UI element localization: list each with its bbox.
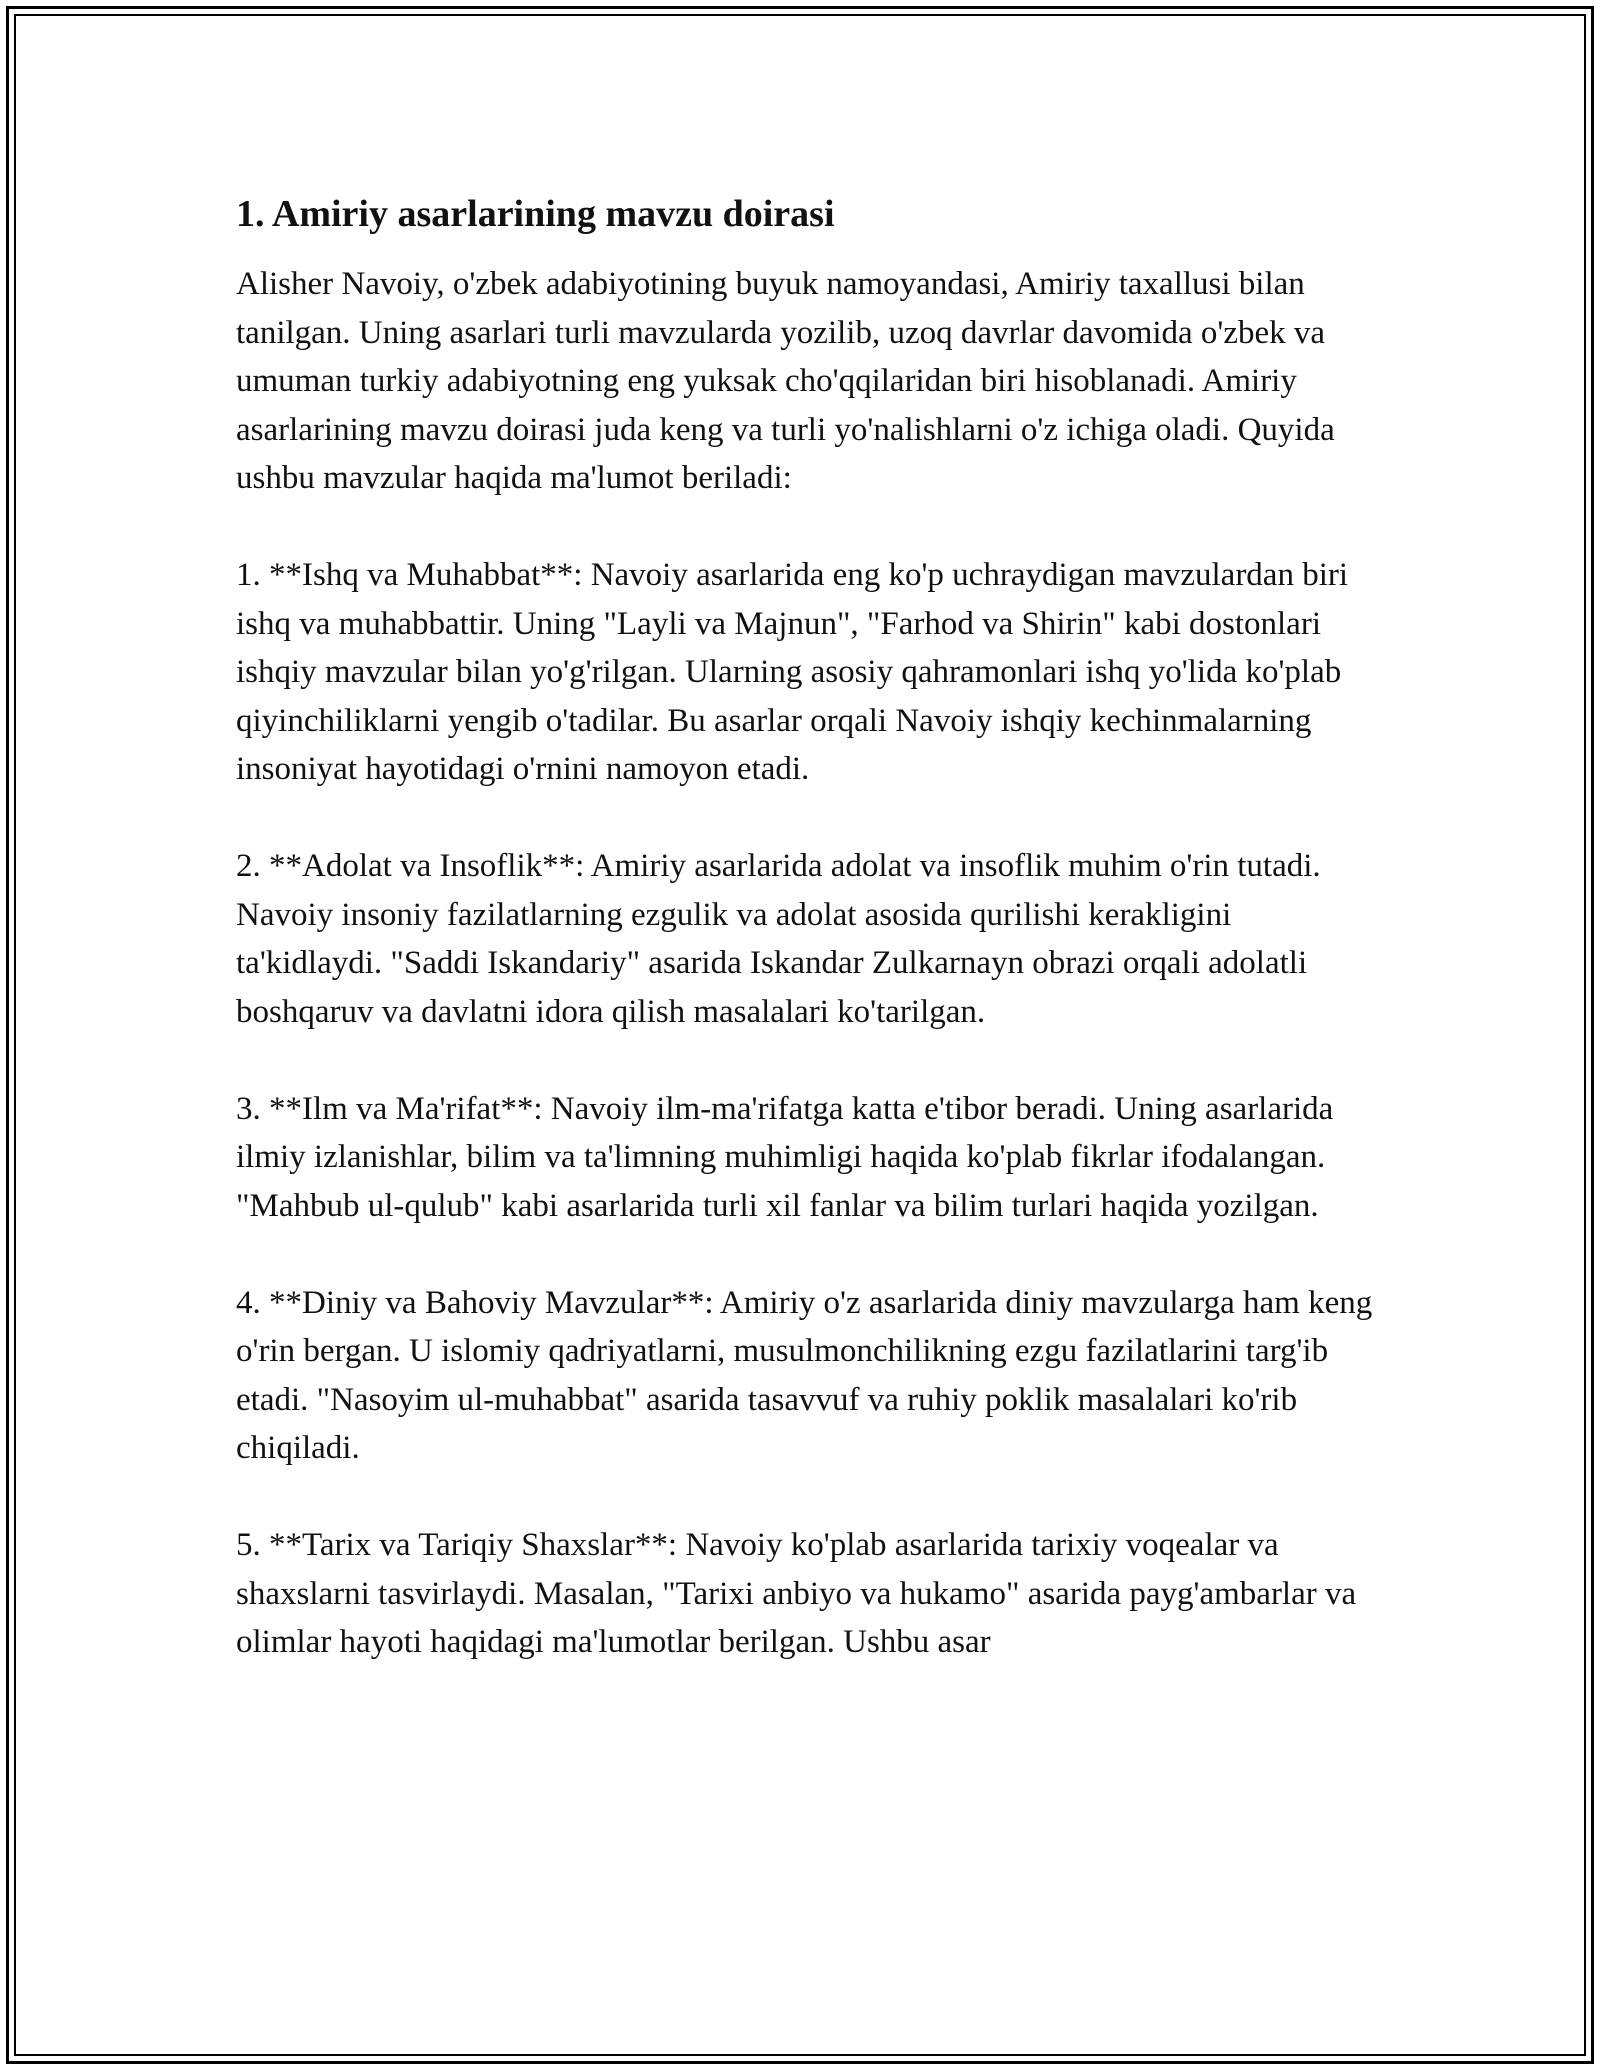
paragraph-tarix-va-shaxslar: 5. **Tarix va Tariqiy Shaxslar**: Navoiy ko'plab asarlarida tarixiy voqealar va shaxslarni tasvirlaydi. Masalan, "Tarixi anbiyo va hukamo" asarida payg'ambarlar va olimlar hayoti haqidagi ma'lumotlar berilgan. Ushbu asar xyxy=(236,1527,1357,1660)
paragraph-adolat-va-insoflik: 2. **Adolat va Insoflik**: Amiriy asarlarida adolat va insoflik muhim o'rin tutadi. Navoiy insoniy fazilatlarning ezgulik va adolat asosida qurilishi kerakligini ta'kidlaydi. "Saddi Iskandariy" asarida Iskandar Zulkarnayn obrazi orqali adolatli boshqaruv va davlatni idora qilish masalalari ko'tarilgan. xyxy=(236,848,1321,1030)
document-body xyxy=(236,190,1376,1715)
section-heading: 1. Amiriy asarlarining mavzu doirasi xyxy=(236,193,835,235)
paragraph-ishq-va-muhabbat: 1. **Ishq va Muhabbat**: Navoiy asarlarida eng ko'p uchraydigan mavzulardan biri ishq va muhabbattir. Uning "Layli va Majnun", "Farhod va Shirin" kabi dostonlari ishqiy mavzular bilan yo'g'rilgan. Ularning asosiy qahramonlari ishq yo'lida ko'plab qiyinchiliklarni yengib o'tadilar. Bu asarlar orqali Navoiy ishqiy kechinmalarning insoniyat hayotidagi o'rnini namoyon etadi. xyxy=(236,557,1349,787)
paragraph-diniy-mavzular: 4. **Diniy va Bahoviy Mavzular**: Amiriy o'z asarlarida diniy mavzularga ham keng o'rin bergan. U islomiy qadriyatlarni, musulmonchilikning ezgu fazilatlarini targ'ib etadi. "Nasoyim ul-muhabbat" asarida tasavvuf va ruhiy poklik masalalari ko'rib chiqiladi. xyxy=(236,1284,1373,1466)
paragraph-intro: Alisher Navoiy, o'zbek adabiyotining buyuk namoyandasi, Amiriy taxallusi bilan tanilgan. Uning asarlari turli mavzularda yozilib, uzoq davrlar davomida o'zbek va umuman turkiy adabiyotning eng yuksak cho'qqilaridan biri hisoblanadi. Amiriy asarlarining mavzu doirasi juda keng va turli yo'nalishlarni o'z ichiga oladi. Quyida ushbu mavzular haqida ma'lumot beriladi: xyxy=(236,266,1335,496)
paragraph-ilm-va-marifat: 3. **Ilm va Ma'rifat**: Navoiy ilm-ma'rifatga katta e'tibor beradi. Uning asarlarida ilmiy izlanishlar, bilim va ta'limning muhimligi haqida ko'plab fikrlar ifodalangan. "Mahbub ul-qulub" kabi asarlarida turli xil fanlar va bilim turlari haqida yozilgan. xyxy=(236,1090,1334,1224)
